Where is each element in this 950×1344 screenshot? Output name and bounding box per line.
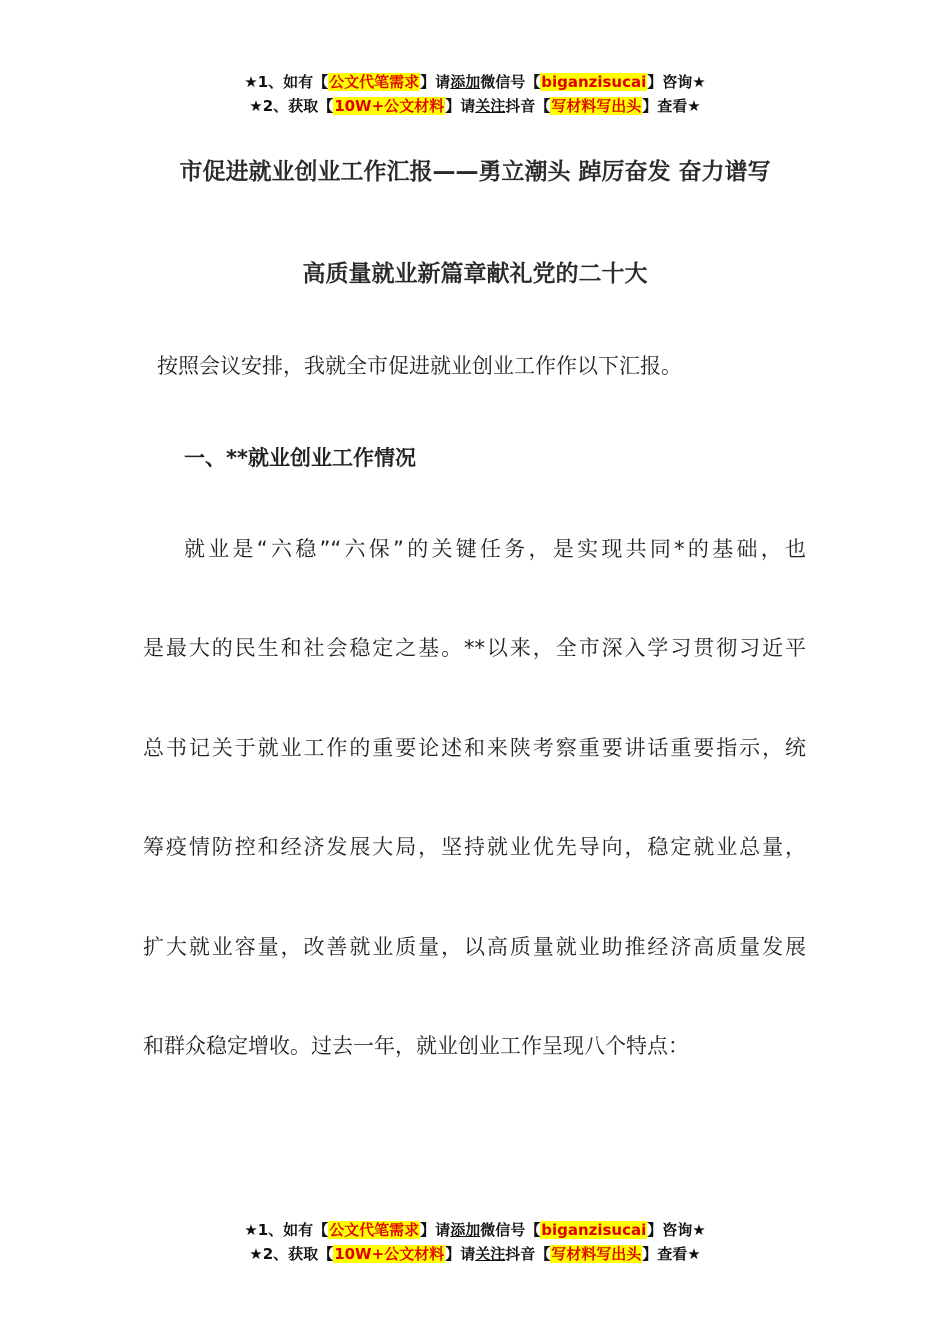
header-banner-line-1	[0, 70, 950, 94]
body-line: 是最大的民生和社会稳定之基。**以来，全市深入学习贯彻习近平	[143, 636, 806, 660]
banner-text: 】咨询★	[647, 73, 706, 91]
banner-text: 微信号【	[480, 1221, 541, 1239]
banner-text: ★1、如有【	[244, 73, 329, 91]
banner-text: ★2、获取【	[249, 97, 334, 115]
body-line: 和群众稳定增收。过去一年，就业创业工作呈现八个特点：	[143, 1034, 689, 1058]
banner-underlined: 关注	[475, 1245, 506, 1263]
banner-highlight: 公文代笔需求	[329, 1221, 420, 1239]
header-banner-line-2	[0, 94, 950, 118]
banner-text: 微信号【	[480, 73, 541, 91]
banner-text: 】查看★	[642, 97, 701, 115]
banner-text: 】请	[445, 1245, 476, 1263]
body-line: 扩大就业容量，改善就业质量，以高质量就业助推经济高质量发展	[143, 935, 806, 959]
banner-highlight: biganzisucai	[541, 1221, 647, 1239]
banner-highlight: 公文代笔需求	[329, 73, 420, 91]
banner-text: ★1、如有【	[244, 1221, 329, 1239]
banner-highlight: 10W+公文材料	[334, 97, 445, 115]
banner-underlined: 添加	[450, 73, 481, 91]
banner-text: ★2、获取【	[249, 1245, 334, 1263]
banner-text: 】请	[420, 73, 451, 91]
intro-paragraph: 按照会议安排，我就全市促进就业创业工作作以下汇报。	[157, 354, 682, 378]
banner-text: 】请	[420, 1221, 451, 1239]
footer-banner-line-2	[0, 1242, 950, 1266]
banner-text: 】请	[445, 97, 476, 115]
banner-highlight: 10W+公文材料	[334, 1245, 445, 1263]
footer-banner	[0, 1218, 950, 1266]
document-title-line-2: 高质量就业新篇章献礼党的二十大	[302, 261, 648, 287]
banner-text: 】查看★	[642, 1245, 701, 1263]
banner-highlight: 写材料写出头	[551, 1245, 642, 1263]
banner-underlined: 关注	[475, 97, 506, 115]
banner-highlight: biganzisucai	[541, 73, 647, 91]
header-banner	[0, 70, 950, 118]
document-title-line-1: 市促进就业创业工作汇报——勇立潮头 踔厉奋发 奋力谱写	[179, 159, 771, 185]
banner-text: 】咨询★	[647, 1221, 706, 1239]
banner-underlined: 添加	[450, 1221, 481, 1239]
footer-banner-line-1	[0, 1218, 950, 1242]
banner-text: 抖音【	[505, 97, 551, 115]
body-line: 就业是“六稳”“六保”的关键任务，是实现共同*的基础，也	[184, 537, 806, 561]
banner-text: 抖音【	[505, 1245, 551, 1263]
body-line: 总书记关于就业工作的重要论述和来陕考察重要讲话重要指示，统	[143, 736, 806, 760]
body-line: 筹疫情防控和经济发展大局，坚持就业优先导向，稳定就业总量，	[143, 835, 806, 859]
section-heading: 一、**就业创业工作情况	[184, 446, 416, 470]
banner-highlight: 写材料写出头	[551, 97, 642, 115]
